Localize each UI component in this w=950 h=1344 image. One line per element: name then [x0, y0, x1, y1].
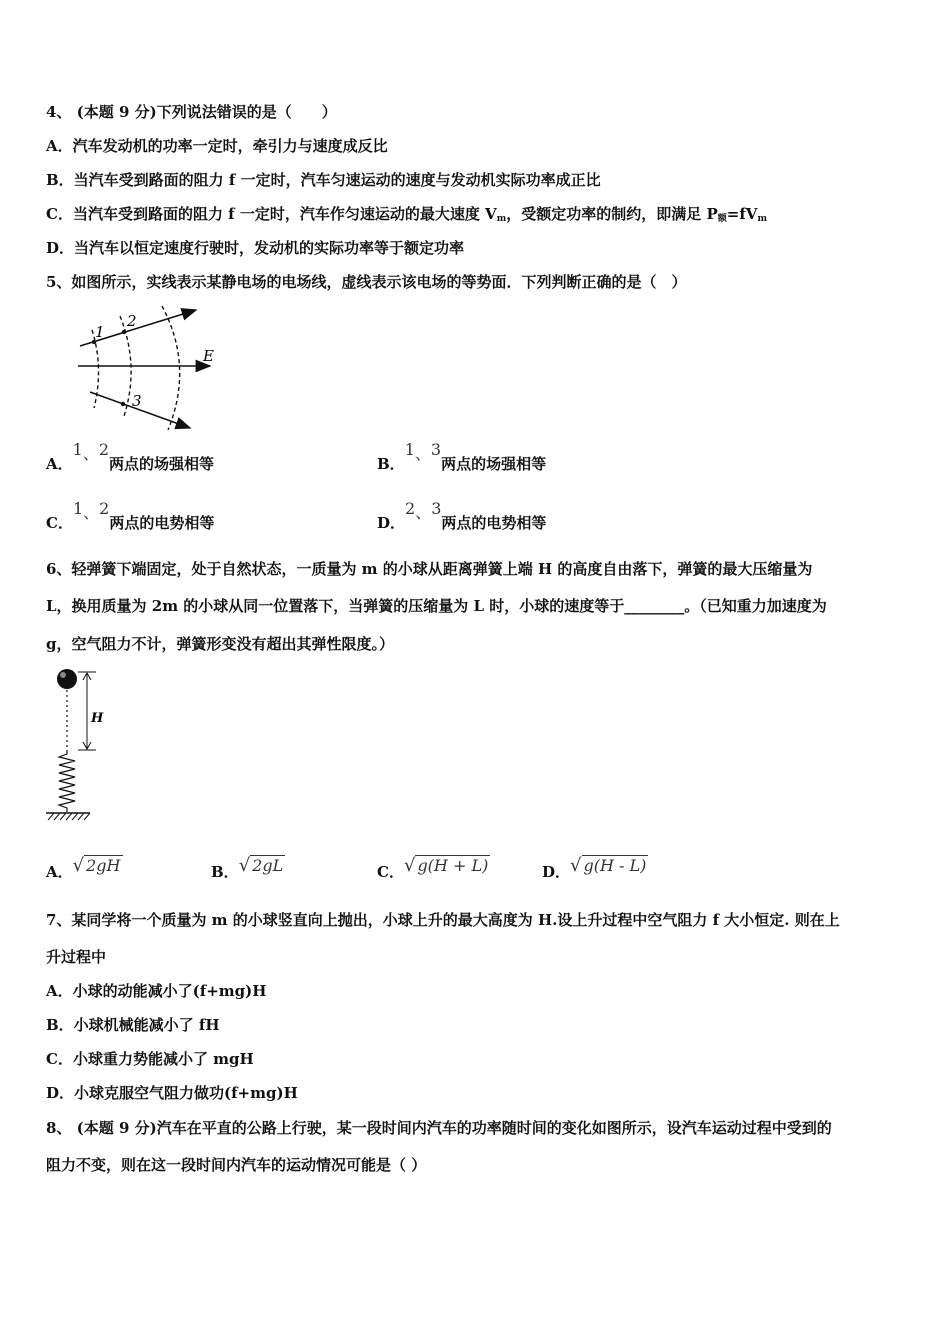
q5-option-a — [46, 440, 215, 474]
q6-d-sqrt — [570, 856, 648, 876]
q5-option-b — [377, 440, 547, 474]
q6-b-letter: B． — [211, 863, 239, 881]
q5-option-d — [377, 499, 547, 533]
q5-c-text: 两点的电势相等 — [109, 514, 215, 532]
q5-b-sep: 、 — [414, 444, 431, 463]
sqrt-icon: √ — [570, 855, 582, 876]
q4-option-c-sub3: m — [757, 214, 767, 224]
q4-option-c-text: C．当汽车受到路面的阻力 f 一定时，汽车作匀速运动的最大速度 V — [46, 205, 497, 223]
q7-option-a: A．小球的动能减小了(f+mg)H — [46, 982, 267, 1000]
q5-a-n1: 1 — [72, 440, 83, 459]
q6-a-letter: A． — [46, 863, 73, 881]
spring-ball-figure — [42, 660, 112, 826]
q6-c-expr: g(H + L) — [417, 856, 489, 875]
q5-d-points — [405, 499, 442, 532]
q5-d-n1: 2 — [405, 499, 416, 518]
label-1: 1 — [95, 323, 105, 341]
q6-option-c — [377, 855, 490, 882]
q7-line1: 7、某同学将一个质量为 m 的小球竖直向上抛出，小球上升的最大高度为 H.设上升过程中空气阻力 f 大小恒定. 则在上 — [46, 911, 840, 929]
q6-line1: 6、轻弹簧下端固定，处于自然状态，一质量为 m 的小球从距离弹簧上端 H 的高度自由落下，弹簧的最大压缩量为 — [46, 560, 813, 578]
q5-c-n2: 2 — [99, 499, 110, 518]
q4-option-c-sub2: 额 — [717, 214, 727, 224]
equipotential-3 — [162, 306, 180, 430]
q5-a-letter: A． — [46, 455, 73, 473]
ground-hatch — [48, 813, 90, 820]
point-3 — [121, 402, 125, 406]
q6-b-sqrt — [239, 856, 286, 876]
q6-d-expr: g(H - L) — [583, 856, 647, 875]
q4-option-c-eq: =fV — [726, 205, 758, 223]
sqrt-icon: √ — [403, 855, 416, 876]
q7-option-b: B．小球机械能减小了 fH — [46, 1016, 220, 1034]
q5-a-points — [72, 440, 110, 473]
ball-highlight — [60, 672, 66, 678]
q6-c-sqrt — [404, 856, 490, 876]
q5-d-text: 两点的电势相等 — [441, 514, 547, 532]
q5-c-points — [72, 499, 110, 532]
q6-c-letter: C． — [377, 863, 404, 881]
q5-b-text: 两点的场强相等 — [441, 455, 547, 473]
height-label: H — [91, 711, 104, 726]
q5-a-sep: 、 — [82, 444, 99, 463]
q4-stem: 4、 (本题 9 分)下列说法错误的是（ ） — [46, 103, 337, 121]
q5-b-n2: 3 — [430, 440, 442, 459]
q4-option-c-sub1: m — [496, 214, 507, 224]
q6-option-a — [46, 855, 123, 882]
spring — [59, 750, 75, 812]
q6-line3: g，空气阻力不计，弹簧形变没有超出其弹性限度。） — [46, 635, 394, 653]
q5-c-letter: C． — [46, 514, 73, 532]
q5-d-letter: D． — [377, 514, 406, 532]
q6-option-b — [211, 855, 285, 882]
q5-c-n1: 1 — [72, 499, 84, 518]
q8-line1: 8、 (本题 9 分)汽车在平直的公路上行驶，某一段时间内汽车的功率随时间的变化如图所示，设汽车运动过程中受到的 — [46, 1119, 832, 1137]
sqrt-icon: √ — [238, 855, 251, 876]
q4-option-c-mid: ，受额定功率的制约，即满足 P — [506, 205, 718, 223]
q4-option-d: D．当汽车以恒定速度行驶时，发动机的实际功率等于额定功率 — [46, 239, 465, 257]
q5-d-n2: 3 — [431, 499, 442, 518]
q6-b-expr: 2gL — [252, 856, 284, 875]
label-2: 2 — [127, 312, 137, 330]
q6-line2: L，换用质量为 2m 的小球从同一位置落下，当弹簧的压缩量为 L 时，小球的速度等于________。（已知重力加速度为 — [46, 597, 827, 615]
q5-b-n1: 1 — [404, 440, 415, 459]
ball — [57, 669, 77, 689]
q6-option-d — [542, 855, 648, 882]
q5-a-n2: 2 — [98, 440, 110, 459]
sqrt-icon: √ — [72, 855, 85, 876]
q5-a-text: 两点的场强相等 — [109, 455, 215, 473]
point-2 — [122, 330, 126, 334]
q4-option-a: A．汽车发动机的功率一定时，牵引力与速度成反比 — [46, 137, 388, 155]
q6-a-expr: 2gH — [86, 856, 121, 875]
q7-line2: 升过程中 — [46, 948, 107, 966]
q6-a-sqrt — [73, 856, 123, 876]
label-3: 3 — [132, 392, 142, 410]
electric-field-figure — [70, 300, 230, 440]
q6-d-letter: D． — [542, 863, 571, 881]
q7-option-c: C．小球重力势能减小了 mgH — [46, 1050, 254, 1068]
q4-option-b: B．当汽车受到路面的阻力 f 一定时，汽车匀速运动的速度与发动机实际功率成正比 — [46, 171, 601, 189]
q5-d-sep: 、 — [415, 503, 432, 522]
q8-line2: 阻力不变，则在这一段时间内汽车的运动情况可能是（ ） — [46, 1156, 427, 1174]
q5-b-points — [404, 440, 442, 473]
label-e: E — [203, 347, 214, 365]
q5-c-sep: 、 — [83, 503, 100, 522]
q5-b-letter: B． — [377, 455, 405, 473]
q4-option-c — [46, 204, 767, 229]
q5-stem: 5、如图所示，实线表示某静电场的电场线，虚线表示该电场的等势面．下列判断正确的是（ ） — [46, 273, 687, 291]
q7-option-d: D．小球克服空气阻力做功(f+mg)H — [46, 1084, 298, 1102]
q5-option-c — [46, 499, 215, 533]
